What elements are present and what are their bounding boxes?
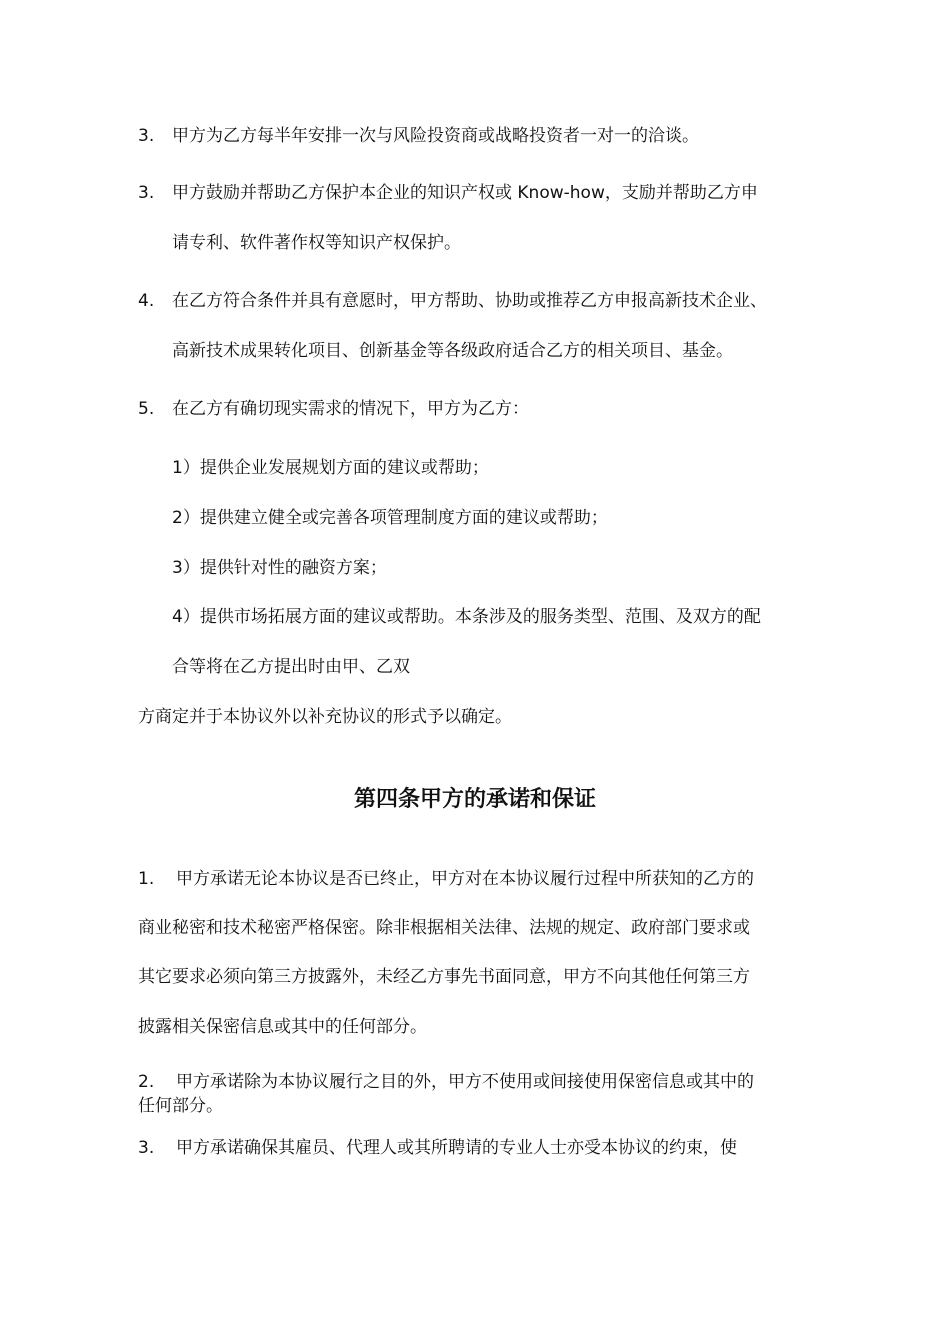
item-text-line: 商业秘密和技术秘密严格保密。除非根据相关法律、法规的规定、政府部门要求或 <box>138 918 750 938</box>
subitem-3: 3）提供针对性的融资方案； <box>172 558 387 578</box>
item-number: 1. <box>138 869 155 889</box>
section-heading: 第四条甲方的承诺和保证 <box>353 787 596 812</box>
item-text-line: 甲方鼓励并帮助乙方保护本企业的知识产权或 Know-how，支励并帮助乙方申 <box>172 183 758 203</box>
item-number: 5. <box>138 399 155 419</box>
item-text-line: 在乙方符合条件并具有意愿时，甲方帮助、协助或推荐乙方申报高新技术企业、 <box>172 291 767 311</box>
item-text-line: 其它要求必须向第三方披露外，未经乙方事先书面同意，甲方不向其他任何第三方 <box>138 967 750 987</box>
item-number: 3. <box>138 1138 155 1158</box>
item-number: 4. <box>138 291 155 311</box>
continuation-text: 方商定并于本协议外以补充协议的形式予以确定。 <box>138 707 512 727</box>
item-text-line: 甲方为乙方每半年安排一次与风险投资商或战略投资者一对一的洽谈。 <box>172 126 699 146</box>
item-text-line: 请专利、软件著作权等知识产权保护。 <box>172 233 461 253</box>
item-text-line: 甲方承诺确保其雇员、代理人或其所聘请的专业人士亦受本协议的约束，使 <box>176 1138 737 1158</box>
subitem-1: 1）提供企业发展规划方面的建议或帮助； <box>172 458 489 478</box>
item-text-line: 在乙方有确切现实需求的情况下，甲方为乙方： <box>172 399 529 419</box>
item-number: 2. <box>138 1072 155 1092</box>
item-text-line: 甲方承诺无论本协议是否已终止，甲方对在本协议履行过程中所获知的乙方的 <box>176 869 754 889</box>
item-text-line: 披露相关保密信息或其中的任何部分。 <box>138 1017 427 1037</box>
subitem-4-continued: 合等将在乙方提出时由甲、乙双 <box>172 657 410 677</box>
subitem-2: 2）提供建立健全或完善各项管理制度方面的建议或帮助； <box>172 508 608 528</box>
subitem-4: 4）提供市场拓展方面的建议或帮助。本条涉及的服务类型、范围、及双方的配 <box>172 607 761 627</box>
item-text-line: 甲方承诺除为本协议履行之目的外，甲方不使用或间接使用保密信息或其中的 <box>176 1072 754 1092</box>
item-text-line: 高新技术成果转化项目、创新基金等各级政府适合乙方的相关项目、基金。 <box>172 341 733 361</box>
item-number: 3. <box>138 183 155 203</box>
item-text-line: 任何部分。 <box>138 1096 223 1116</box>
item-number: 3. <box>138 126 155 146</box>
